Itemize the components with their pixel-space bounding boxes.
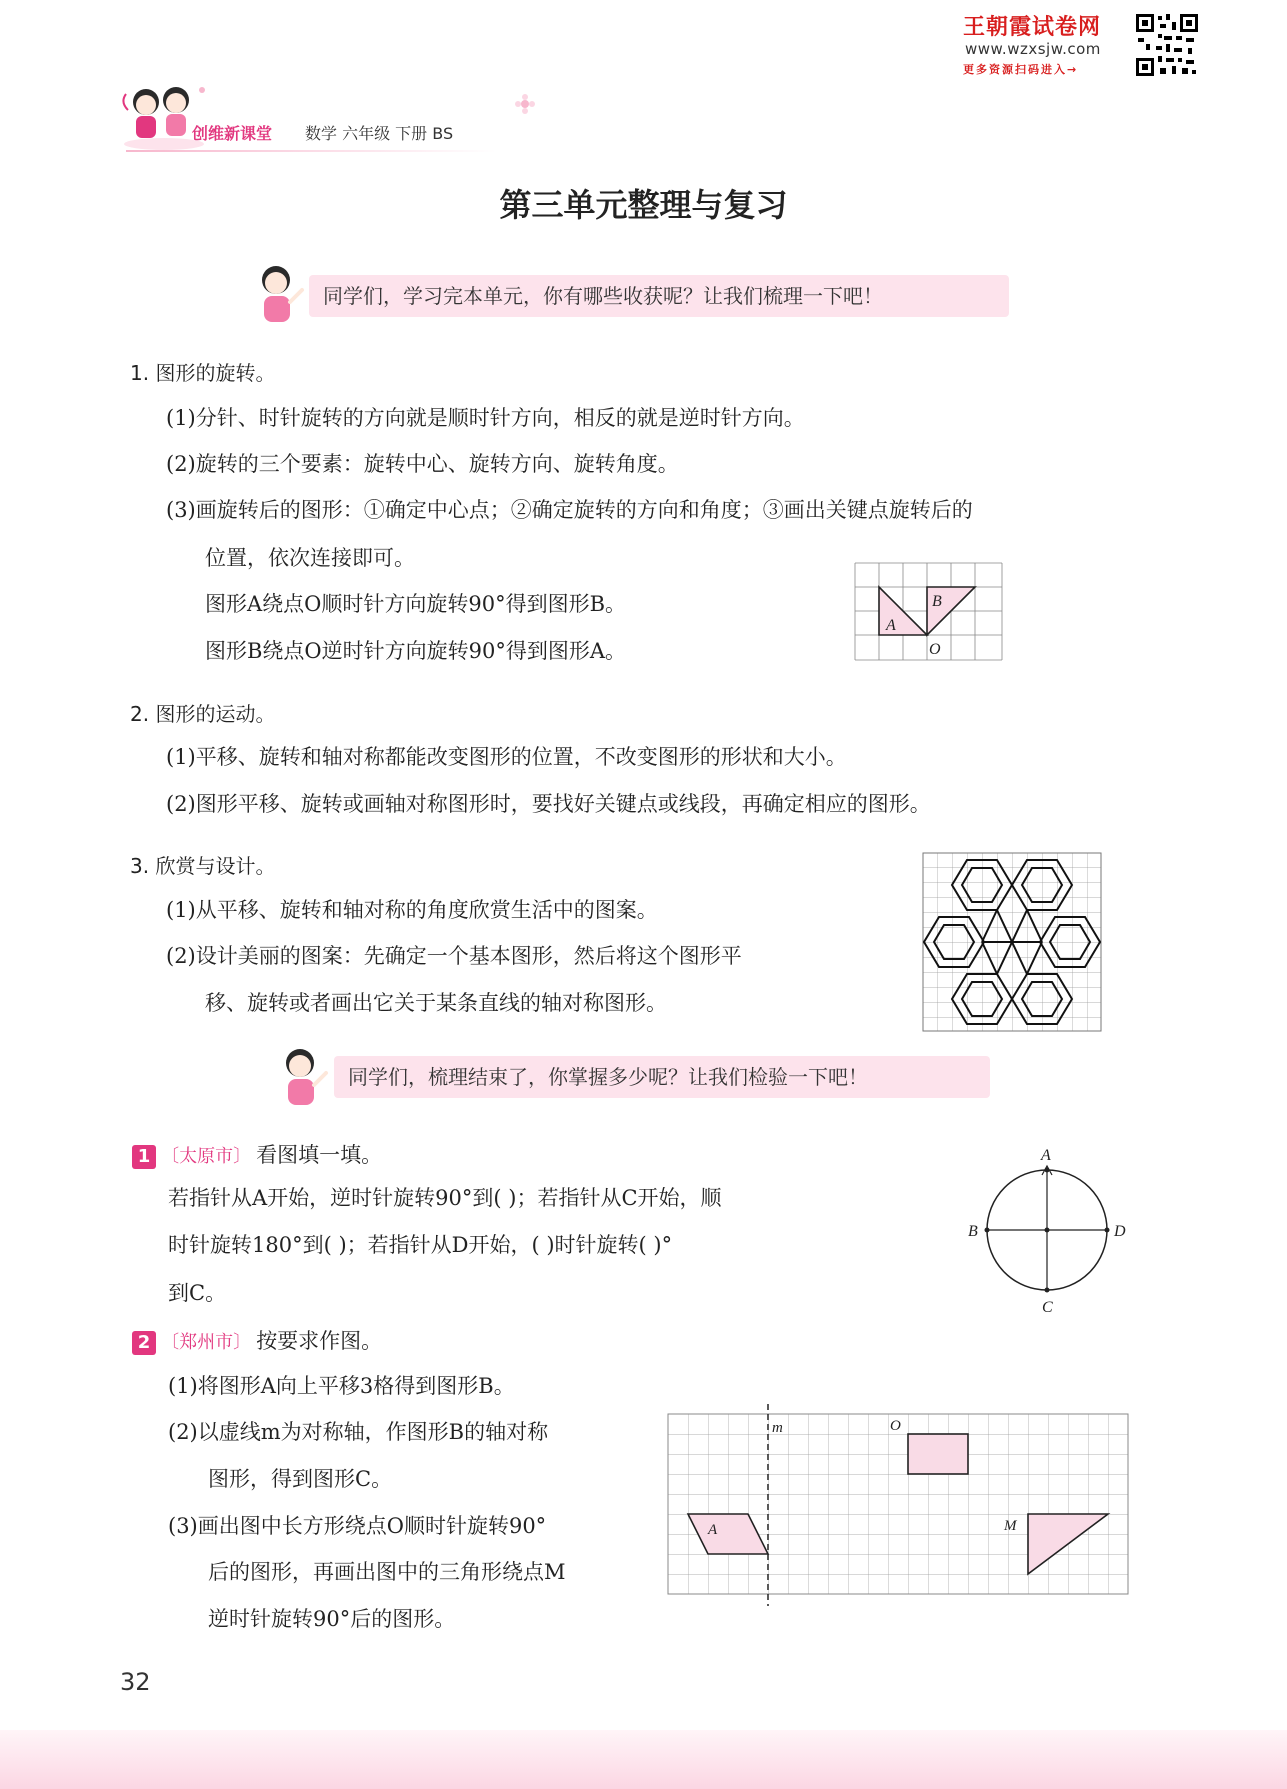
qr-code-icon xyxy=(1134,12,1200,78)
point-label-m: M xyxy=(1004,1518,1017,1534)
text-line: 图形A绕点O顺时针方向旋转90°得到图形B。 xyxy=(205,592,627,616)
text-line: (2)设计美丽的图案：先确定一个基本图形，然后将这个图形平 xyxy=(166,944,742,968)
page-number: 32 xyxy=(120,1668,151,1696)
book-info: 数学 六年级 下册 BS xyxy=(305,124,454,143)
question-source: 〔郑州市〕 xyxy=(161,1332,252,1353)
rotation-example-figure xyxy=(854,562,1004,662)
drawing-grid-figure xyxy=(664,1400,1140,1610)
teacher-mascot-icon xyxy=(252,262,308,326)
flower-decoration-icon xyxy=(514,93,536,115)
label-a: A xyxy=(886,617,896,634)
check-prompt-bubble: 同学们，梳理结束了，你掌握多少呢？让我们检验一下吧！ xyxy=(334,1056,990,1098)
question-source: 〔太原市〕 xyxy=(161,1146,252,1167)
logo-title: 王朝霞试卷网 xyxy=(963,15,1102,40)
text-line: (2)以虚线m为对称轴，作图形B的轴对称 xyxy=(168,1420,549,1444)
footer-band xyxy=(0,1730,1287,1789)
hexagon-pattern-figure xyxy=(922,852,1102,1032)
clock-label-a: A xyxy=(1041,1147,1051,1164)
text-line: (1)分针、时针旋转的方向就是顺时针方向，相反的就是逆时针方向。 xyxy=(166,406,805,430)
clock-diagram xyxy=(962,1142,1136,1318)
text-line: (1)平移、旋转和轴对称都能改变图形的位置，不改变图形的形状和大小。 xyxy=(166,745,847,769)
text-line: 移、旋转或者画出它关于某条直线的轴对称图形。 xyxy=(205,991,667,1015)
text-line: 逆时针旋转90°后的图形。 xyxy=(208,1607,456,1631)
text-line: (1)从平移、旋转和轴对称的角度欣赏生活中的图案。 xyxy=(166,898,658,922)
text-line: (2)图形平移、旋转或画轴对称图形时，要找好关键点或线段，再确定相应的图形。 xyxy=(166,792,931,816)
question-title: 按要求作图。 xyxy=(256,1329,383,1353)
teacher-mascot-icon xyxy=(276,1045,332,1109)
clock-label-b: B xyxy=(968,1223,978,1240)
text-line: 图形，得到图形C。 xyxy=(208,1467,393,1491)
question-2-header xyxy=(132,1326,382,1356)
text-line: 若指针从A开始，逆时针旋转90°到( )；若指针从C开始，顺 xyxy=(168,1186,722,1210)
logo-tagline: 更多资源扫码进入→ xyxy=(963,63,1079,76)
text-line: (3)画旋转后的图形：①确定中心点；②确定旋转的方向和角度；③画出关键点旋转后的 xyxy=(166,498,973,522)
logo-url: www.wzxsjw.com xyxy=(965,40,1101,58)
label-o: O xyxy=(929,641,941,658)
section-heading-motion: 2. 图形的运动。 xyxy=(130,702,276,726)
text-line: (3)画出图中长方形绕点O顺时针旋转90° xyxy=(168,1514,547,1538)
question-1-header xyxy=(132,1140,382,1170)
header-divider xyxy=(126,150,496,152)
text-line: 到C。 xyxy=(168,1281,227,1305)
clock-label-c: C xyxy=(1042,1299,1053,1316)
shape-label-a: A xyxy=(708,1522,718,1538)
section-heading-design: 3. 欣赏与设计。 xyxy=(130,854,276,878)
text-line: 图形B绕点O逆时针方向旋转90°得到图形A。 xyxy=(205,639,627,663)
summary-prompt-bubble: 同学们，学习完本单元，你有哪些收获呢？让我们梳理一下吧！ xyxy=(309,275,1009,317)
brand-name: 创维新课堂 xyxy=(192,124,273,143)
text-line: 后的图形，再画出图中的三角形绕点M xyxy=(208,1560,566,1584)
page-title: 第三单元整理与复习 xyxy=(499,186,788,224)
clock-label-d: D xyxy=(1114,1223,1126,1240)
question-title: 看图填一填。 xyxy=(256,1143,383,1167)
label-b: B xyxy=(932,593,942,610)
text-line: (1)将图形A向上平移3格得到图形B。 xyxy=(168,1374,515,1398)
axis-label-m: m xyxy=(772,1420,783,1436)
section-heading-rotation: 1. 图形的旋转。 xyxy=(130,361,276,385)
text-line: 时针旋转180°到( )；若指针从D开始，( )时针旋转( )° xyxy=(168,1233,673,1257)
point-label-o: O xyxy=(890,1418,901,1434)
text-line: 位置，依次连接即可。 xyxy=(205,546,415,570)
question-number: 1 xyxy=(132,1145,156,1169)
question-number: 2 xyxy=(132,1331,156,1355)
text-line: (2)旋转的三个要素：旋转中心、旋转方向、旋转角度。 xyxy=(166,452,679,476)
